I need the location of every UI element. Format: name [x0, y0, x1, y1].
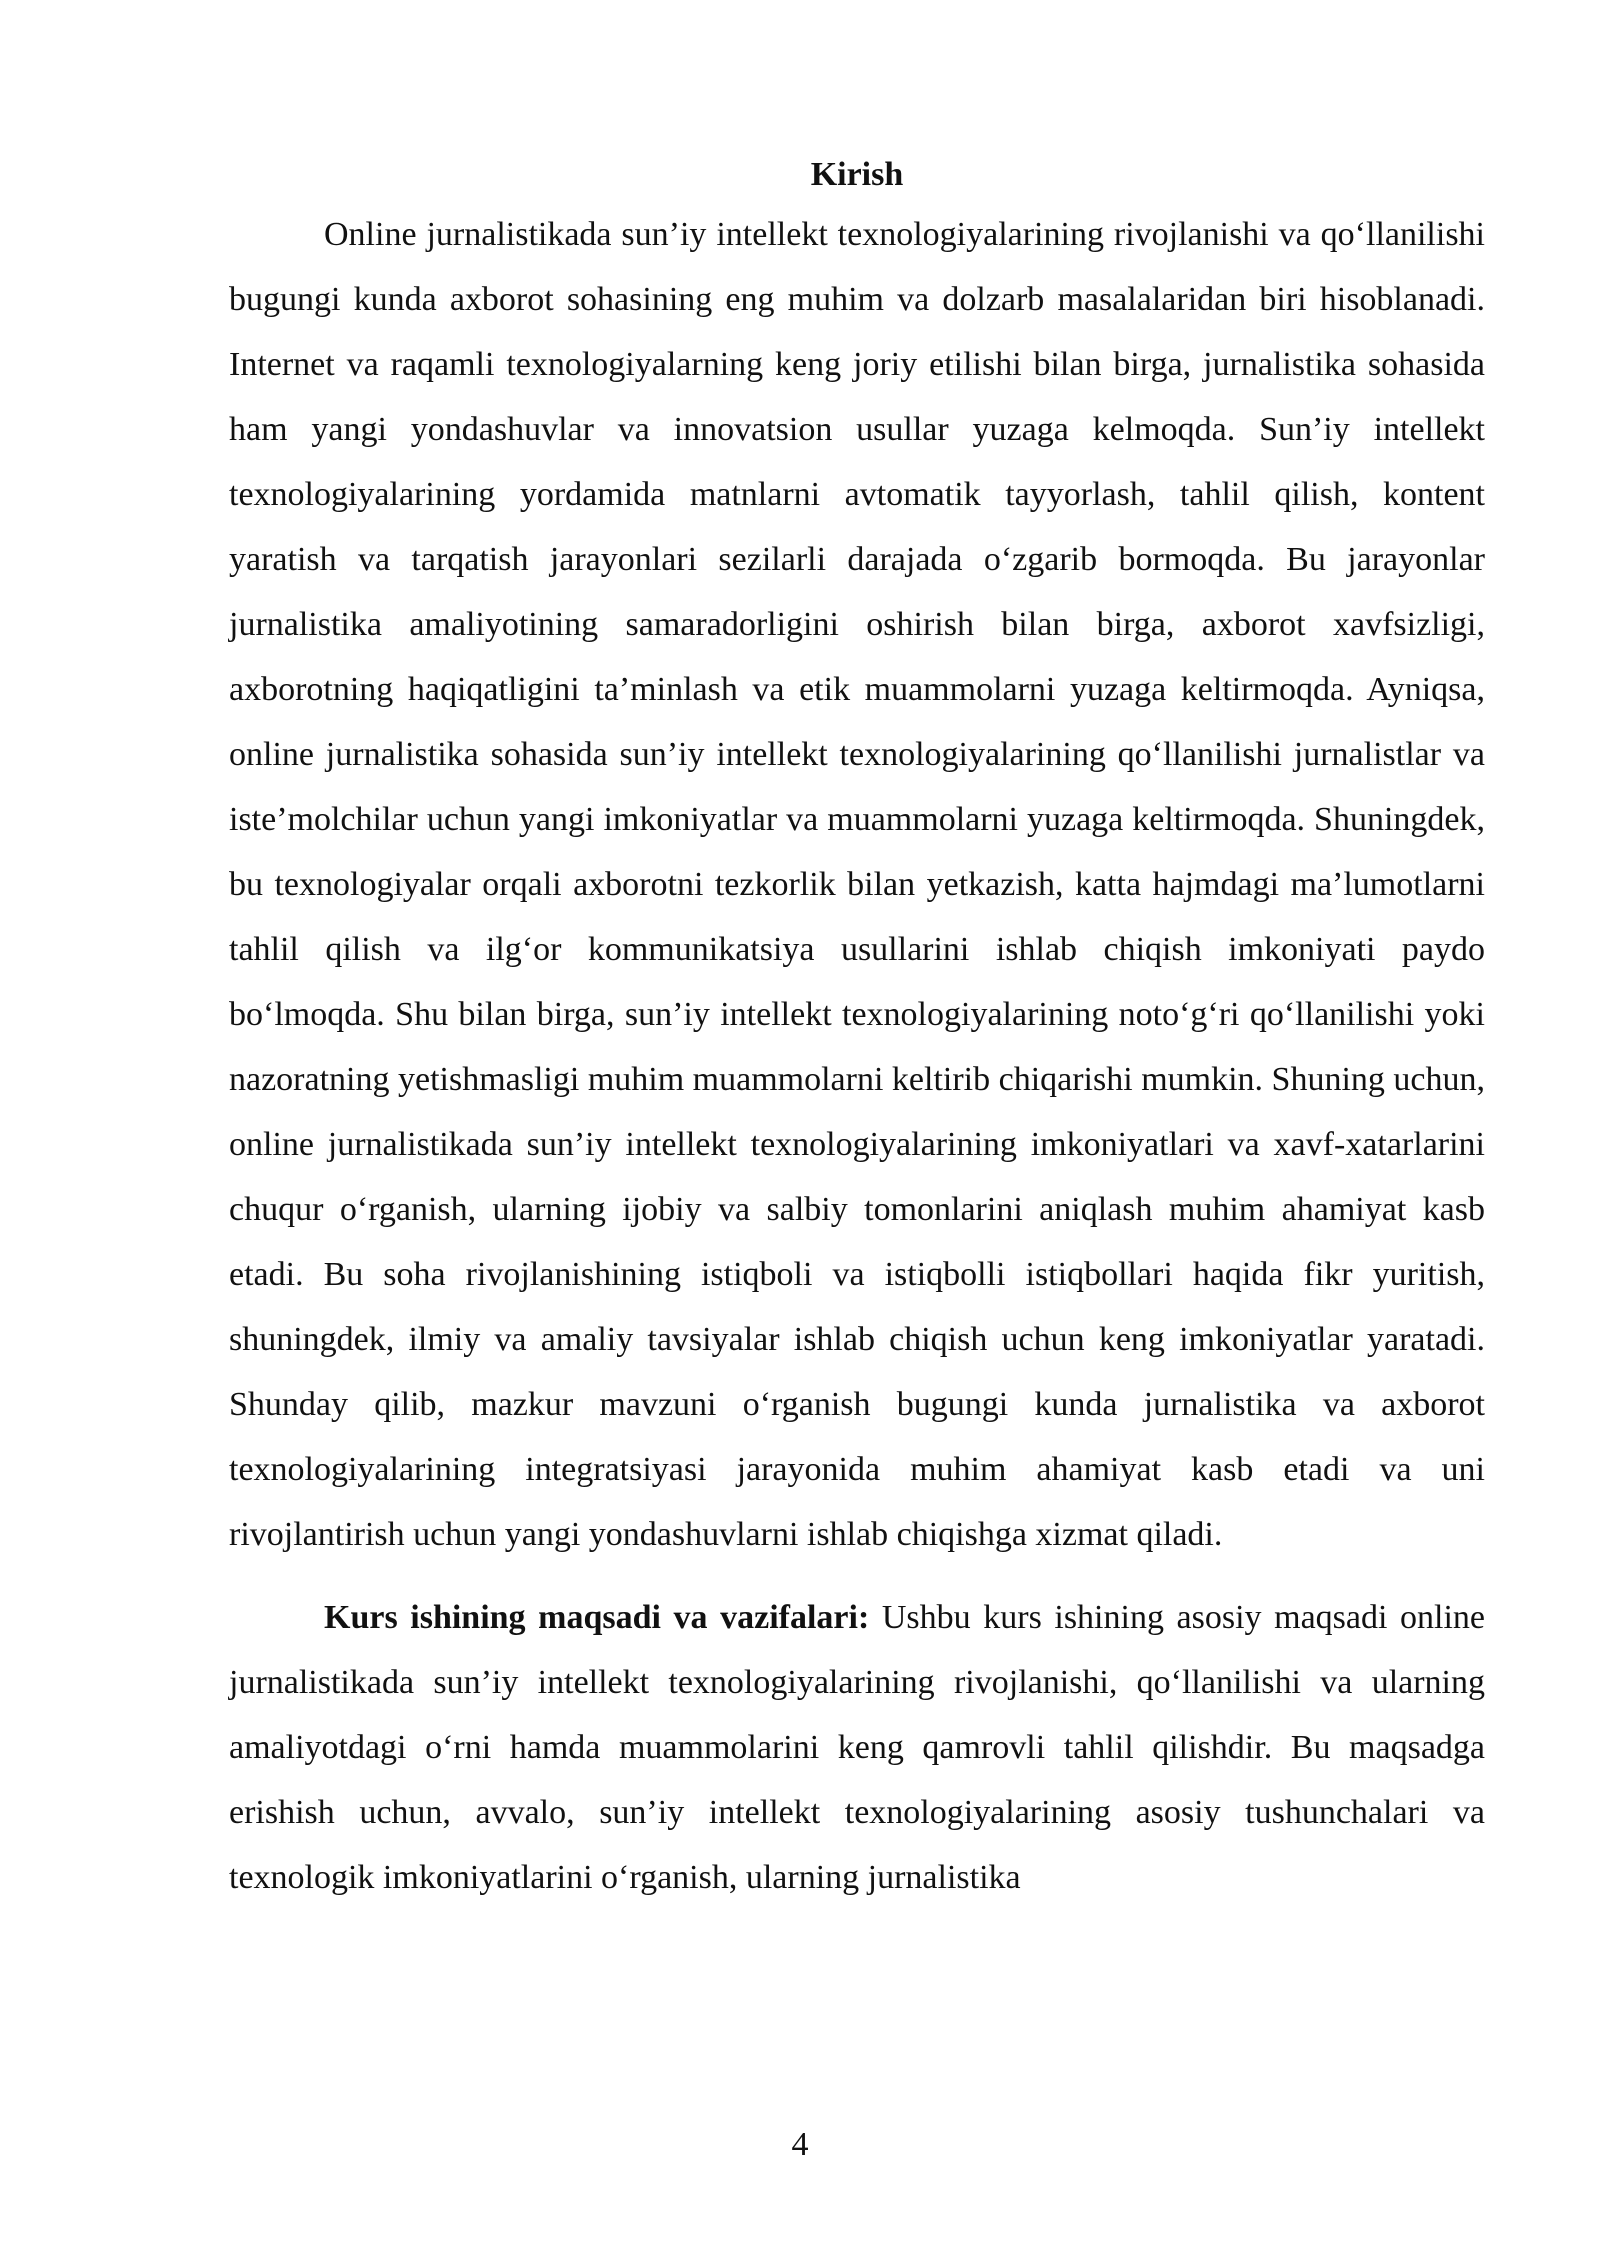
page-number: 4: [791, 2126, 809, 2163]
goals-body-text: Ushbu kurs ishining asosiy maqsadi online jurnalistikada sun’iy intellekt texnologiyalarining rivojlanishi, qo‘llanilishi va ularning amaliyotdagi o‘rni hamda muammolarini keng qamrovli tahlil qilishdir. Bu maqsadga erishish uchun, avvalo, sun’iy intellekt texnologiyalarining asosiy tushunchalari va texnologik imkoniyatlarini o‘rganish, ularning jurnalistika: [229, 1599, 1485, 1896]
introduction-paragraph: Online jurnalistikada sun’iy intellekt texnologiyalarining rivojlanishi va qo‘llanilishi bugungi kunda axborot sohasining eng muhim va dolzarb masalalaridan biri hisoblanadi. Internet va raqamli texnologiyalarning keng joriy etilishi bilan birga, jurnalistika sohasida ham yangi yondashuvlar va innovatsion usullar yuzaga kelmoqda. Sun’iy intellekt texnologiyalarining yordamida matnlarni avtomatik tayyorlash, tahlil qilish, kontent yaratish va tarqatish jarayonlari sezilarli darajada o‘zgarib bormoqda. Bu jarayonlar jurnalistika amaliyotining samaradorligini oshirish bilan birga, axborot xavfsizligi, axborotning haqiqatligini ta’minlash va etik muammolarni yuzaga keltirmoqda. Ayniqsa, online jurnalistika sohasida sun’iy intellekt texnologiyalarining qo‘llanilishi jurnalistlar va iste’molchilar uchun yangi imkoniyatlar va muammolarni yuzaga keltirmoqda. Shuningdek, bu texnologiyalar orqali axborotni tezkorlik bilan yetkazish, katta hajmdagi ma’lumotlarni tahlil qilish va ilg‘or kommunikatsiya usullarini ishlab chiqish imkoniyati paydo bo‘lmoqda. Shu bilan birga, sun’iy intellekt texnologiyalarining noto‘g‘ri qo‘llanilishi yoki nazoratning yetishmasligi muhim muammolarni keltirib chiqarishi mumkin. Shuning uchun, online jurnalistikada sun’iy intellekt texnologiyalarining imkoniyatlari va xavf-xatarlarini chuqur o‘rganish, ularning ijobiy va salbiy tomonlarini aniqlash muhim ahamiyat kasb etadi. Bu soha rivojlanishining istiqboli va istiqbolli istiqbollari haqida fikr yuritish, shuningdek, ilmiy va amaliy tavsiyalar ishlab chiqish uchun keng imkoniyatlar yaratadi. Shunday qilib, mazkur mavzuni o‘rganish bugungi kunda jurnalistika va axborot texnologiyalarining integratsiyasi jarayonida muhim ahamiyat kasb etadi va uni rivojlantirish uchun yangi yondashuvlarni ishlab chiqishga xizmat qiladi.: [229, 216, 1485, 1553]
goals-paragraph: [229, 1585, 1485, 1910]
page-content: [229, 148, 1485, 1910]
section-heading: Kirish: [810, 156, 904, 193]
goals-lead-text: Kurs ishining maqsadi va vazifalari:: [324, 1599, 870, 1636]
